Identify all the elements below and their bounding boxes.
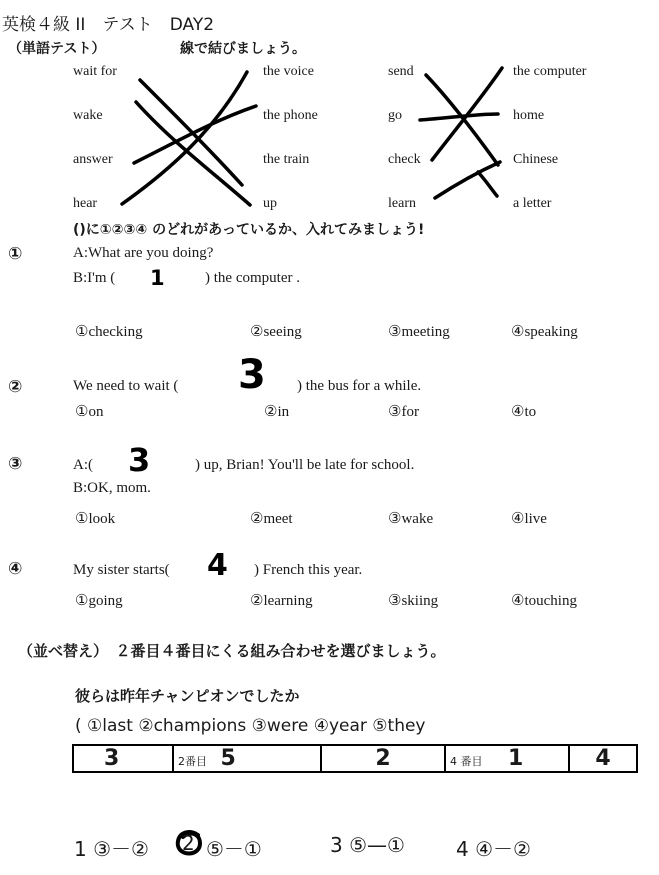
question-4-line1-before: My sister starts( bbox=[73, 562, 170, 578]
reorder-choice-2-number: 2 bbox=[182, 831, 195, 855]
question-4-number: ④ bbox=[8, 559, 23, 579]
match-line-wake-up bbox=[136, 102, 250, 205]
question-3-handwritten-answer: 3 bbox=[128, 441, 151, 479]
question-1-option-3: ③meeting bbox=[388, 324, 450, 340]
match-right-2-4: a letter bbox=[513, 196, 552, 211]
reorder-label: （並べ替え） ２番目４番目にくる組み合わせを選びましょう。 bbox=[18, 642, 446, 660]
match-right-2-1: the computer bbox=[513, 64, 587, 79]
page-title: 英検４級 II テスト DAY2 bbox=[2, 15, 215, 35]
match-line-go-home bbox=[420, 114, 498, 120]
reorder-choice-1[interactable]: 1 ③－② bbox=[74, 837, 149, 861]
match-right-2-3: Chinese bbox=[513, 152, 559, 167]
section1-label: （単語テスト） bbox=[8, 41, 106, 57]
question-3-option-2: ②meet bbox=[250, 511, 293, 527]
section1-instruction: 線で結びましょう。 bbox=[180, 41, 306, 57]
question-1-handwritten-answer: 1 bbox=[150, 266, 165, 290]
match-left-2-2: go bbox=[388, 108, 402, 123]
question-2-line1-before: We need to wait ( bbox=[73, 378, 179, 394]
question-1-option-2: ②seeing bbox=[250, 324, 302, 340]
question-1-line2-before: B:I'm ( bbox=[73, 270, 116, 286]
reorder-cell-1-hand: 3 bbox=[104, 746, 120, 771]
question-4-option-2: ②learning bbox=[250, 593, 313, 609]
reorder-cell-3[interactable] bbox=[321, 745, 445, 772]
reorder-choice-4[interactable]: 4 ④－② bbox=[456, 837, 531, 861]
reorder-cell-4-tag: 4 番目 bbox=[450, 755, 483, 768]
match-left-1-3: answer bbox=[73, 152, 113, 167]
question-2-option-1: ①on bbox=[75, 404, 104, 420]
match-left-2-1: send bbox=[388, 64, 414, 79]
reorder-cell-2[interactable] bbox=[173, 745, 321, 772]
question-2-line1-after: ) the bus for a while. bbox=[297, 378, 422, 394]
question-1-number: ① bbox=[8, 244, 23, 264]
reorder-answer-table bbox=[72, 744, 638, 773]
reorder-cell-1[interactable] bbox=[73, 745, 173, 772]
match-left-2-4: learn bbox=[388, 196, 416, 211]
question-4-option-1: ①going bbox=[75, 593, 123, 609]
match-right-1-3: the train bbox=[263, 152, 310, 167]
question-1-option-4: ④speaking bbox=[511, 324, 578, 340]
question-3-number: ③ bbox=[8, 454, 23, 474]
reorder-prompt: 彼らは昨年チャンピオンでしたか bbox=[75, 687, 300, 705]
question-3-option-1: ①look bbox=[75, 511, 116, 527]
question-3-option-3: ③wake bbox=[388, 511, 434, 527]
question-1-line2-after: ) the computer . bbox=[205, 270, 300, 286]
reorder-words: ( ①last ②champions ③were ④year ⑤they bbox=[75, 716, 426, 736]
match-left-1-1: wait for bbox=[73, 64, 117, 79]
match-line-answer-phone bbox=[134, 106, 256, 163]
question-3-option-4: ④live bbox=[511, 511, 547, 527]
match-line-learn-letter-tail bbox=[478, 172, 497, 196]
match-left-1-4: hear bbox=[73, 196, 98, 211]
reorder-cell-4-hand: 1 bbox=[508, 746, 524, 771]
reorder-cell-4[interactable] bbox=[445, 745, 569, 772]
reorder-cell-5[interactable] bbox=[569, 745, 637, 772]
question-2-option-2: ②in bbox=[264, 404, 290, 420]
question-3-line1-before: A:( bbox=[73, 457, 93, 473]
match-line-waitfor-train bbox=[140, 80, 242, 185]
match-left-1-2: wake bbox=[73, 108, 103, 123]
question-4-line1-after: ) French this year. bbox=[254, 562, 363, 578]
reorder-choice-2-circled[interactable] bbox=[174, 828, 204, 858]
question-4-option-3: ③skiing bbox=[388, 593, 439, 609]
match-line-learn-letter bbox=[435, 162, 500, 198]
question-2-handwritten-answer: 3 bbox=[238, 352, 266, 398]
match-line-send-chinese bbox=[426, 75, 498, 165]
reorder-choice-2[interactable]: ⑤－① bbox=[206, 837, 262, 861]
question-3-line1-after: ) up, Brian! You'll be late for school. bbox=[195, 457, 415, 473]
reorder-choice-3[interactable]: 3 ⑤—① bbox=[330, 833, 405, 857]
match-right-1-2: the phone bbox=[263, 108, 318, 123]
reorder-cell-2-hand: 5 bbox=[220, 746, 236, 771]
reorder-answer-row bbox=[73, 745, 637, 772]
match-line-check-computer bbox=[432, 68, 502, 160]
reorder-cell-3-hand: 2 bbox=[375, 746, 391, 771]
match-left-2-3: check bbox=[388, 152, 421, 167]
question-2-option-3: ③for bbox=[388, 404, 419, 420]
question-1-option-1: ①checking bbox=[75, 324, 143, 340]
question-3-line2: B:OK, mom. bbox=[73, 480, 151, 496]
match-right-2-2: home bbox=[513, 108, 545, 123]
section2-instruction: ()に①②③④ のどれがあっているか、入れてみましょう! bbox=[73, 222, 425, 238]
question-1-line1: A:What are you doing? bbox=[73, 245, 214, 261]
match-right-1-1: the voice bbox=[263, 64, 314, 79]
question-4-handwritten-answer: 4 bbox=[207, 548, 228, 583]
question-2-option-4: ④to bbox=[511, 404, 537, 420]
reorder-cell-5-hand: 4 bbox=[595, 746, 611, 771]
question-4-option-4: ④touching bbox=[511, 593, 577, 609]
question-2-number: ② bbox=[8, 377, 23, 397]
match-right-1-4: up bbox=[263, 196, 277, 211]
reorder-cell-2-tag: 2番目 bbox=[178, 755, 207, 768]
match-line-hear-voice bbox=[122, 72, 247, 204]
